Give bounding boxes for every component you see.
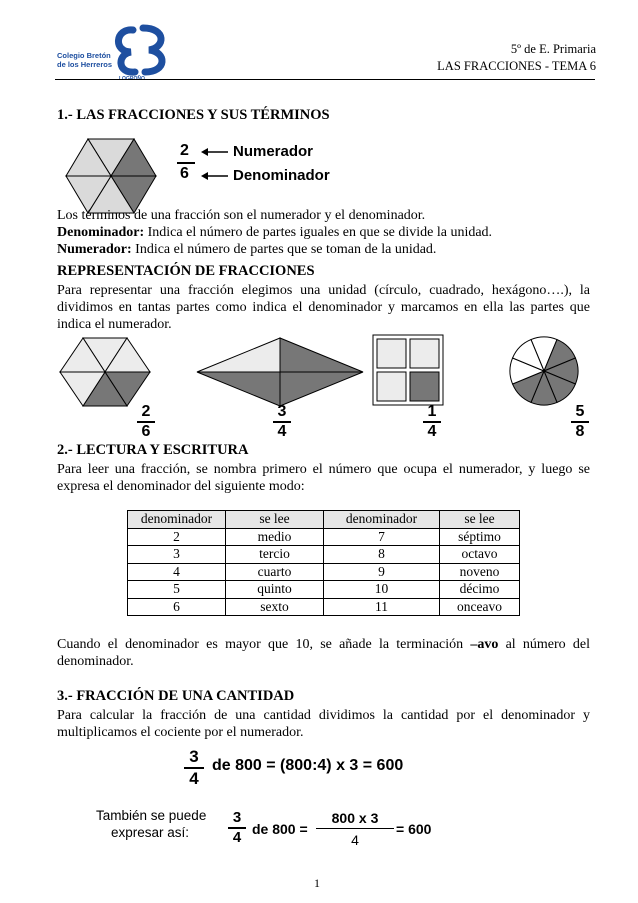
table-cell: sexto	[226, 598, 324, 616]
table-header-row	[128, 511, 520, 529]
note-text-1: Cuando el denominador es mayor que 10, se añade la terminación	[57, 637, 471, 652]
frac-num: 3	[277, 403, 287, 420]
fraction-5-8	[571, 404, 589, 440]
table-cell: 5	[128, 581, 226, 599]
table-cell: 9	[324, 563, 440, 581]
alt-label-2: expresar así:	[111, 825, 190, 840]
table-cell: 8	[324, 546, 440, 564]
frac-num: 2	[141, 403, 151, 420]
frac-den: 4	[277, 423, 287, 440]
table-cell: onceavo	[440, 598, 520, 616]
table-cell: octavo	[440, 546, 520, 564]
example2-fraction	[228, 810, 246, 846]
numerator-def-text: Indica el número de partes que se toman de la unidad.	[131, 242, 437, 257]
table-cell: séptimo	[440, 528, 520, 546]
table-row	[128, 598, 520, 616]
table-cell: 10	[324, 581, 440, 599]
denominator-definition	[57, 224, 597, 241]
frac-num: 3	[232, 809, 242, 826]
page-number: 1	[314, 876, 320, 890]
table-cell: 6	[128, 598, 226, 616]
school-logo	[55, 22, 175, 82]
diagram-denominator: 6	[180, 165, 189, 182]
square-example	[372, 334, 444, 406]
example2-result: = 600	[396, 821, 432, 837]
table-cell: 7	[324, 528, 440, 546]
circle-example	[507, 334, 581, 408]
table-cell: 11	[324, 598, 440, 616]
fraction-3-4	[273, 404, 291, 440]
table-cell: 2	[128, 528, 226, 546]
table-cell: quinto	[226, 581, 324, 599]
frac-num: 1	[427, 403, 437, 420]
logo-line-2: de los Herreros	[57, 60, 113, 69]
table-cell: medio	[226, 528, 324, 546]
hexagon-2-6-diagram	[64, 136, 158, 216]
frac-den: 6	[141, 423, 151, 440]
example1-expression: de 800 = (800:4) x 3 = 600	[212, 757, 404, 774]
logo-line-1: Colegio Bretón	[57, 51, 111, 60]
table-cell: décimo	[440, 581, 520, 599]
table-cell: tercio	[226, 546, 324, 564]
section2-title: 2.- LECTURA Y ESCRITURA	[57, 442, 249, 458]
table-header-cell: denominador	[324, 511, 440, 529]
table-cell: noveno	[440, 563, 520, 581]
alt-label-1: También se puede	[96, 808, 207, 823]
table-header-cell: se lee	[226, 511, 324, 529]
fraction-1-4	[423, 404, 441, 440]
rhombus-example	[195, 336, 365, 408]
diagram-fraction-bar	[177, 162, 195, 164]
frac-den: 4	[232, 829, 242, 846]
section1-intro: Los términos de una fracción son el numerador y el denominador.	[57, 208, 426, 223]
table-cell: cuarto	[226, 563, 324, 581]
fraction-2-6	[137, 404, 155, 440]
hexagon-example	[58, 336, 152, 408]
frac-num: 5	[575, 403, 585, 420]
numerator-label: Numerador	[233, 143, 314, 160]
section3-text: Para calcular la fracción de una cantidad dividimos la cantidad por el denominador y multiplicamos el cociente por el numerador.	[57, 708, 590, 740]
table-row	[128, 528, 520, 546]
header-grade: 5º de E. Primaria	[510, 42, 596, 56]
frac-bar	[316, 828, 394, 829]
section3-title: 3.- FRACCIÓN DE UNA CANTIDAD	[57, 688, 295, 704]
header-rule	[55, 79, 595, 80]
denominator-def-text: Indica el número de partes iguales en que se divide la unidad.	[144, 225, 493, 240]
frac-den: 4	[427, 423, 437, 440]
reading-table	[127, 510, 520, 616]
table-header-cell: denominador	[128, 511, 226, 529]
denominator-term: Denominador:	[57, 225, 145, 240]
note-suffix: –avo	[470, 637, 499, 652]
example2-of-text: de 800 =	[252, 821, 308, 837]
example1-fraction	[184, 748, 204, 788]
frac-den: 4	[189, 769, 199, 788]
numerator-definition	[57, 241, 597, 258]
section1-title: 1.- LAS FRACCIONES Y SUS TÉRMINOS	[57, 107, 330, 123]
arrow-left-icon	[200, 145, 230, 185]
representation-text: Para representar una fracción elegimos una unidad (círculo, cuadrado, hexágono….), la dividimos en tantas partes como indica el denominador y marcamos en ella las partes que indica el numerador.	[57, 283, 590, 332]
table-header-cell: se lee	[440, 511, 520, 529]
section2-note	[57, 636, 590, 670]
denominator-label: Denominador	[233, 167, 330, 184]
numerator-term: Numerador:	[57, 242, 132, 257]
table-row	[128, 563, 520, 581]
section2-text: Para leer una fracción, se nombra primero el número que ocupa el numerador, y luego se expresa el denominador del siguiente modo:	[57, 462, 590, 494]
table-cell: 4	[128, 563, 226, 581]
table-row	[128, 546, 520, 564]
note-text-2: al número del denominador.	[57, 637, 590, 669]
example2-big-fraction	[316, 810, 394, 848]
frac-num: 3	[189, 747, 199, 766]
table-cell: 3	[128, 546, 226, 564]
frac-num: 800 x 3	[331, 810, 379, 826]
diagram-numerator: 2	[180, 142, 189, 159]
frac-den: 8	[575, 423, 585, 440]
representation-title: REPRESENTACIÓN DE FRACCIONES	[57, 263, 315, 279]
header-topic: LAS FRACCIONES - TEMA 6	[437, 59, 596, 73]
table-row	[128, 581, 520, 599]
frac-den: 4	[351, 832, 359, 848]
